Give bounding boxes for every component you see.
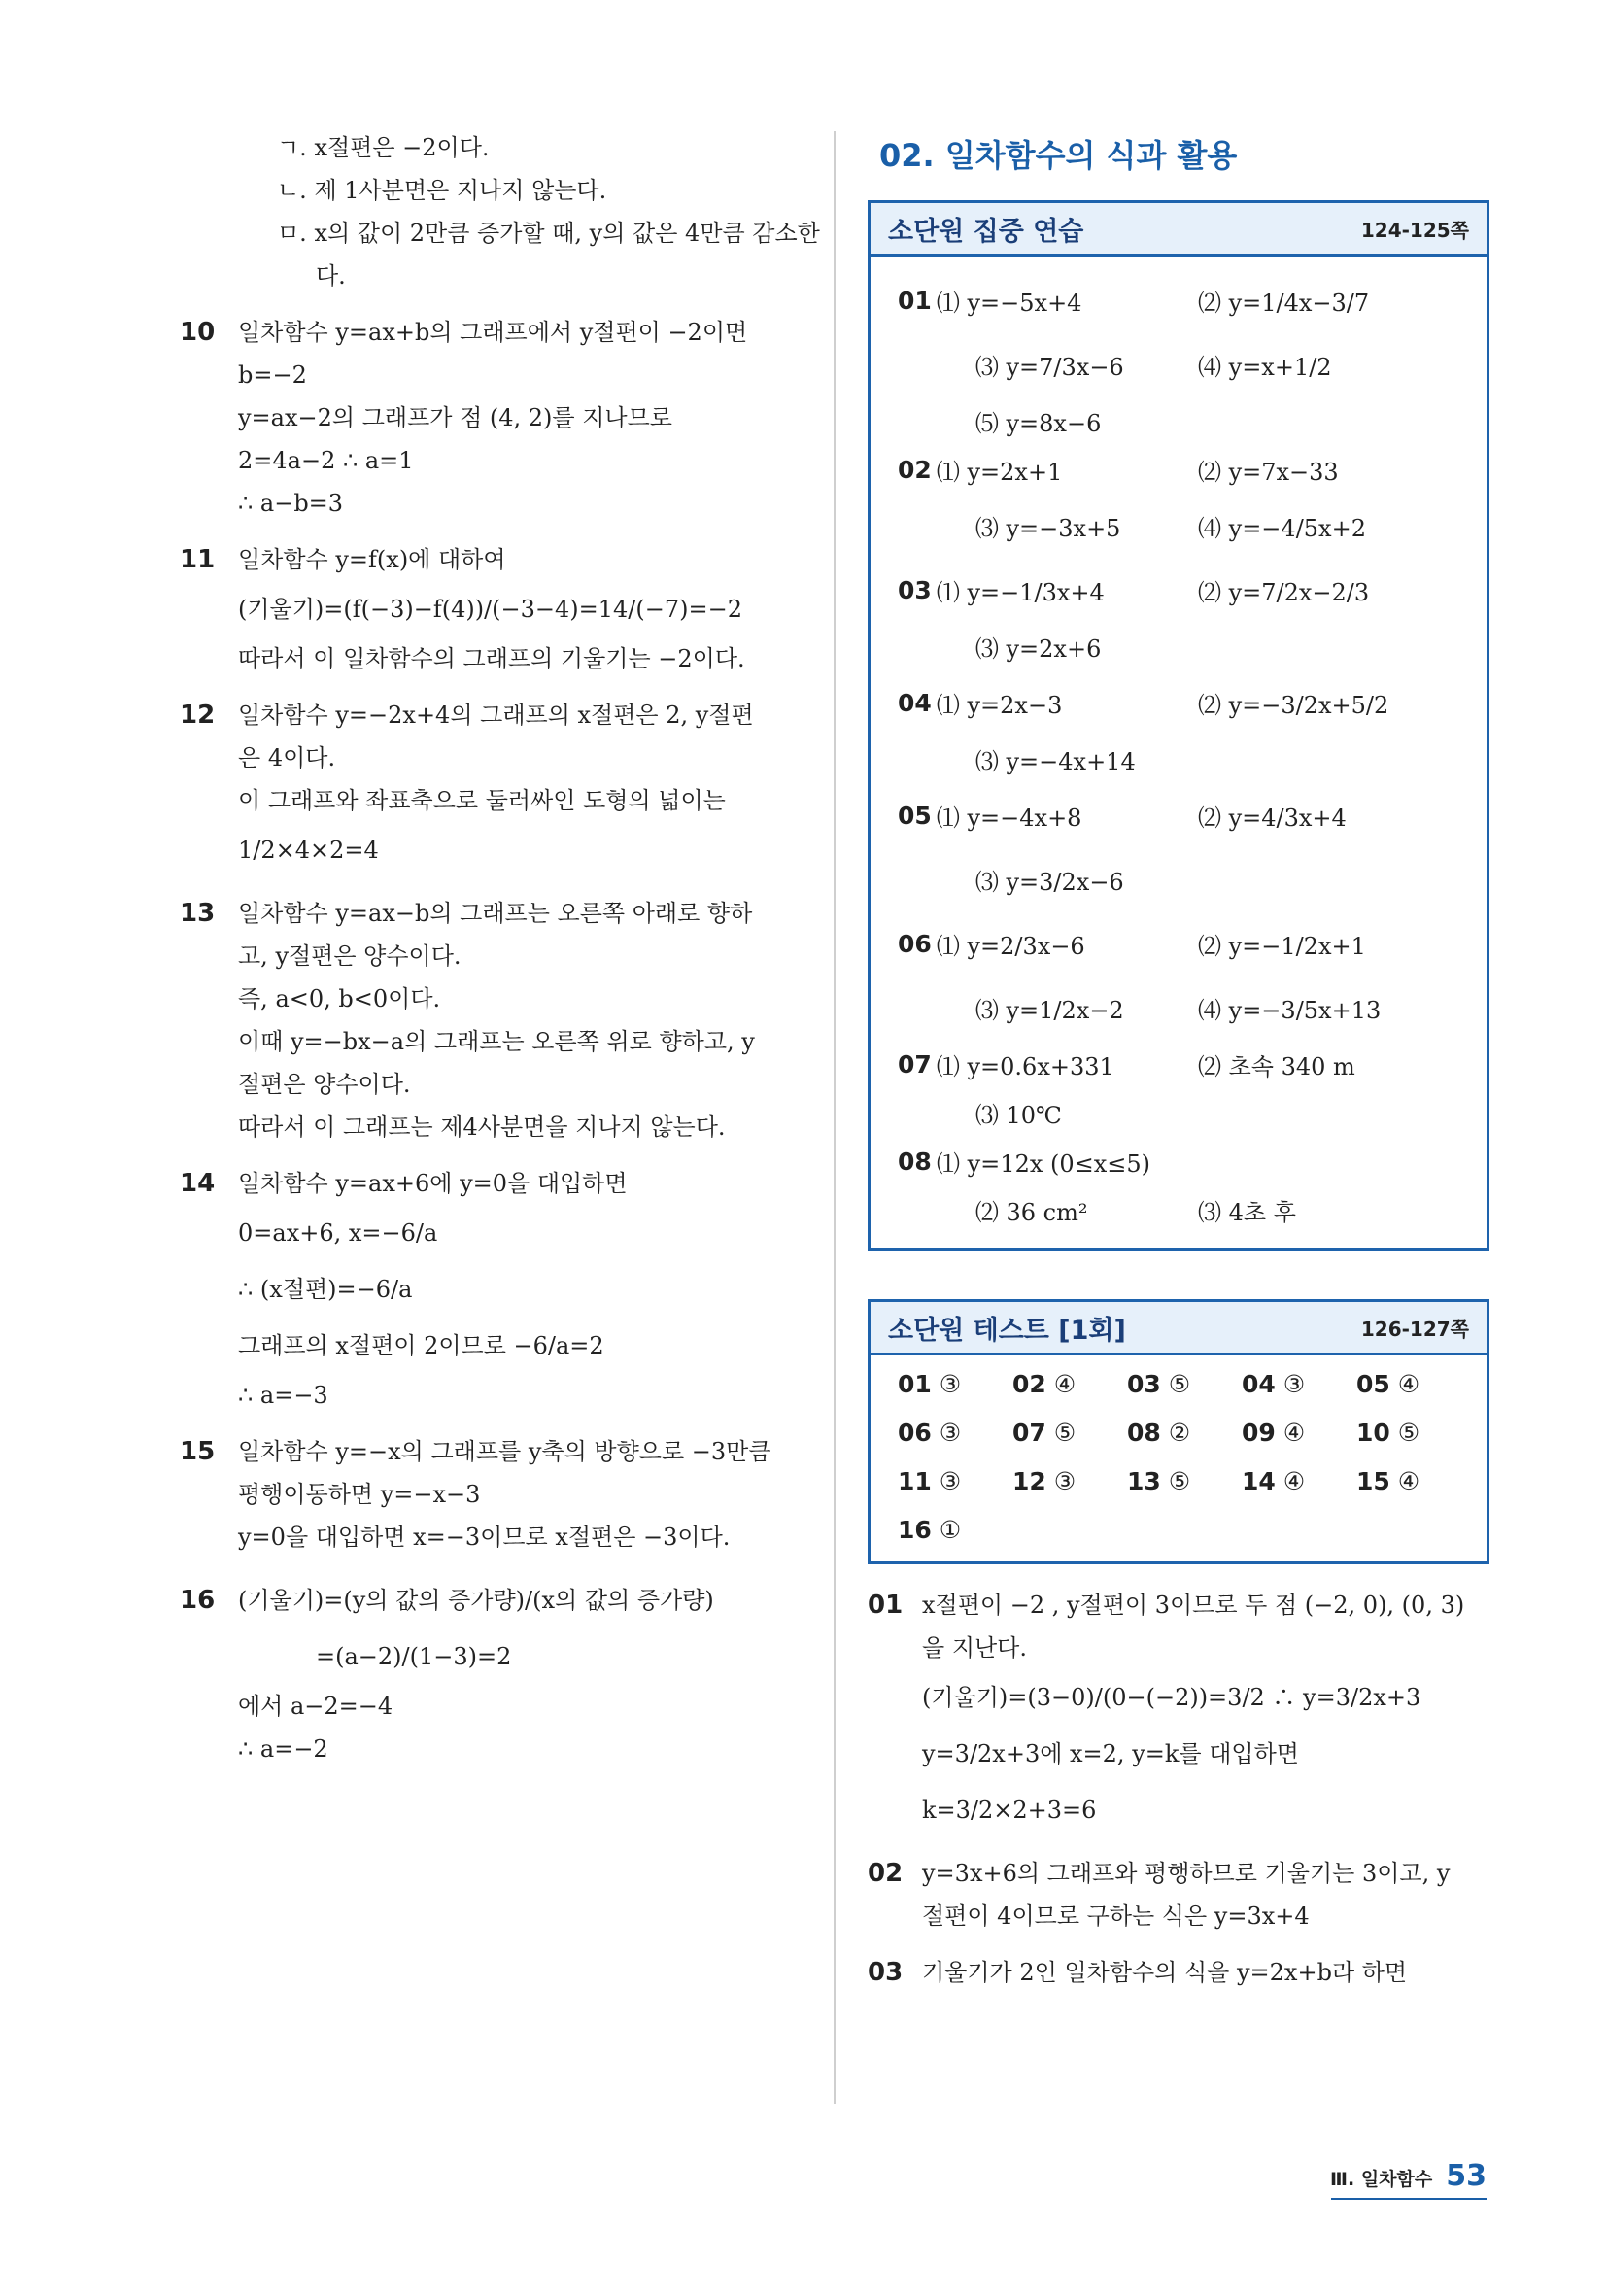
problem-11: [180, 538, 802, 680]
test-answer-box: [868, 1299, 1489, 1564]
answer-a: ⑴ y=−1/3x+4: [936, 578, 1105, 606]
text-line: x절편이 −2 , y절편이 3이므로 두 점 (−2, 0), (0, 3): [922, 1592, 1465, 1619]
mc-choice: ③: [939, 1467, 962, 1495]
text-line: 을 지난다.: [922, 1634, 1027, 1662]
box-title: 소단원 집중 연습: [888, 216, 1084, 247]
mc-number: 06: [898, 1419, 932, 1447]
explanation-01: [868, 1584, 1489, 1838]
answer-a: ⑸ y=8x−6: [974, 409, 1102, 437]
formula-line: k=3/2×2+3=6: [922, 1797, 1097, 1824]
chapter-label: Ⅲ. 일차함수: [1330, 2169, 1433, 2190]
mc-number: 02: [1012, 1370, 1046, 1398]
mc-answer: [898, 1460, 1012, 1503]
mc-answer: [1242, 1363, 1356, 1406]
text-line: 일차함수 y=−2x+4의 그래프의 x절편은 2, y절편: [238, 702, 754, 729]
mc-number: 01: [898, 1370, 932, 1398]
problem-number: 15: [180, 1437, 216, 1466]
mc-answer: [898, 1363, 1012, 1406]
answer-row: [898, 622, 1469, 670]
mc-number: 07: [1012, 1419, 1046, 1447]
text-line: b=−2: [238, 361, 307, 389]
answer-row: [898, 494, 1469, 558]
answer-a: ⑴ y=0.6x+331: [936, 1052, 1114, 1080]
mc-choice: ⑤: [1397, 1419, 1420, 1447]
text-line: 이 그래프와 좌표축으로 둘러싸인 도형의 넓이는: [238, 787, 726, 814]
problem-15: [180, 1430, 802, 1559]
answer-b: ⑷ y=x+1/2: [1198, 353, 1332, 381]
answer-b: ⑵ y=−1/2x+1: [1197, 932, 1366, 960]
formula-line: (기울기)=(3−0)/(0−(−2))=3/2 ∴ y=3/2x+3: [922, 1684, 1421, 1711]
mc-number: 15: [1356, 1467, 1390, 1495]
mc-choice: ④: [1282, 1419, 1306, 1447]
mc-number: 05: [1356, 1370, 1390, 1398]
mc-number: 10: [1356, 1419, 1390, 1447]
problem-13: [180, 892, 802, 1148]
answer-a: ⑵ 36 cm²: [974, 1198, 1088, 1226]
mc-answer: [1242, 1412, 1356, 1455]
mc-answer: [898, 1412, 1012, 1455]
answer-b: ⑵ y=1/4x−3/7: [1197, 289, 1370, 317]
text-line: ㄴ. 제 1사분면은 지나지 않는다.: [277, 177, 607, 204]
mc-choice: ④: [1053, 1370, 1077, 1398]
explanation-02: [868, 1852, 1489, 1937]
mc-choice: ①: [939, 1516, 962, 1544]
answer-a: ⑴ y=12x (0≤x≤5): [937, 1149, 1151, 1178]
mc-number: 13: [1127, 1467, 1161, 1495]
mc-choice: ②: [1168, 1419, 1191, 1447]
text-line: 일차함수 y=−x의 그래프를 y축의 방향으로 −3만큼: [238, 1438, 771, 1465]
answer-number: 04: [898, 688, 932, 717]
answer-number: 02: [898, 455, 932, 484]
answer-number: 08: [898, 1147, 932, 1176]
answer-b: ⑵ 초속 340 m: [1197, 1052, 1355, 1080]
mc-answer: [898, 1509, 1012, 1552]
answer-row: [898, 268, 1469, 332]
answer-row: [898, 1040, 1469, 1088]
answer-number: 07: [898, 1049, 932, 1079]
answer-b: ⑶ 4초 후: [1198, 1198, 1296, 1226]
answer-a: ⑶ y=1/2x−2: [974, 996, 1124, 1024]
answer-b: ⑵ y=4/3x+4: [1197, 804, 1347, 832]
problem-number: 03: [868, 1958, 904, 1987]
formula-line: =(a−2)/(1−3)=2: [316, 1643, 512, 1670]
text-line: ∴ a=−2: [238, 1735, 328, 1763]
text-line: 절편이 4이므로 구하는 식은 y=3x+4: [922, 1902, 1310, 1930]
problem-16: [180, 1572, 802, 1770]
answer-a: ⑶ y=−3x+5: [974, 514, 1121, 542]
mc-number: 16: [898, 1516, 932, 1544]
text-line: 즉, a<0, b<0이다.: [238, 985, 441, 1012]
box-title: 소단원 테스트 [1회]: [888, 1315, 1126, 1346]
mc-answer: [1012, 1363, 1127, 1406]
column-divider: [834, 131, 836, 2104]
formula-line: 1/2×4×2=4: [238, 837, 379, 864]
mc-answer: [1356, 1460, 1471, 1503]
answer-b: ⑷ y=−4/5x+2: [1198, 514, 1366, 542]
left-column: [180, 126, 820, 1770]
answer-b: ⑵ y=7x−33: [1197, 458, 1339, 486]
text-line: 고, y절편은 양수이다.: [238, 942, 462, 970]
answer-row: [898, 445, 1469, 494]
mc-answer: [1356, 1363, 1471, 1406]
answer-number: 06: [898, 929, 932, 958]
problem-12: [180, 694, 802, 878]
mc-choice: ⑤: [1168, 1467, 1191, 1495]
mc-answer: [1242, 1460, 1356, 1503]
mc-choice: ⑤: [1168, 1370, 1191, 1398]
text-line: 기울기가 2인 일차함수의 식을 y=2x+b라 하면: [922, 1959, 1408, 1986]
problem-number: 12: [180, 701, 216, 730]
answer-a: ⑶ y=2x+6: [974, 634, 1102, 663]
mc-choice: ④: [1397, 1370, 1420, 1398]
page-range: 124-125쪽: [1360, 218, 1469, 242]
mc-number: 04: [1242, 1370, 1276, 1398]
mc-choice: ③: [1282, 1370, 1306, 1398]
answer-b: ⑵ y=7/2x−2/3: [1197, 578, 1370, 606]
answer-a: ⑴ y=−5x+4: [936, 289, 1082, 317]
formula-line: 0=ax+6, x=−6/a: [238, 1219, 438, 1247]
text-line: 일차함수 y=ax+b의 그래프에서 y절편이 −2이면: [238, 319, 748, 346]
mc-choice: ③: [939, 1370, 962, 1398]
answer-row: [898, 1185, 1469, 1234]
text-line: 다.: [316, 262, 346, 290]
mc-choice: ③: [1053, 1467, 1077, 1495]
text-line: ㅁ. x의 값이 2만큼 증가할 때, y의 값은 4만큼 감소한: [277, 220, 820, 247]
box-header: [871, 203, 1487, 257]
answer-row: [898, 976, 1469, 1040]
page-range: 126-127쪽: [1360, 1317, 1469, 1341]
formula-line: 그래프의 x절편이 2이므로 −6/a=2: [238, 1332, 604, 1359]
formula-line: ∴ (x절편)=−6/a: [238, 1276, 413, 1303]
text-line: 일차함수 y=f(x)에 대하여: [238, 546, 506, 573]
text-line: ∴ a−b=3: [238, 490, 344, 517]
mc-number: 08: [1127, 1419, 1161, 1447]
mc-number: 09: [1242, 1419, 1276, 1447]
text-line: 에서 a−2=−4: [238, 1693, 393, 1720]
answer-a: ⑴ y=−4x+8: [936, 804, 1082, 832]
answer-row: [898, 1088, 1469, 1137]
text-line: 2=4a−2 ∴ a=1: [238, 447, 414, 474]
answer-row: [898, 558, 1469, 622]
section-title: 02. 일차함수의 식과 활용: [879, 137, 1238, 174]
page-number: 53: [1446, 2159, 1487, 2193]
answer-b: ⑵ y=−3/2x+5/2: [1197, 691, 1389, 719]
mc-answer: [1012, 1412, 1127, 1455]
problem-number: 01: [868, 1591, 904, 1620]
mc-answer: [1012, 1460, 1127, 1503]
text-line: 일차함수 y=ax−b의 그래프는 오른쪽 아래로 향하: [238, 900, 753, 927]
text-line: 일차함수 y=ax+6에 y=0을 대입하면: [238, 1170, 628, 1197]
mc-number: 12: [1012, 1467, 1046, 1495]
text-line: ㄱ. x절편은 −2이다.: [277, 134, 490, 161]
formula-line: (기울기)=(y의 값의 증가량)/(x의 값의 증가량): [238, 1587, 714, 1614]
problem-number: 16: [180, 1586, 216, 1615]
mc-answer: [1127, 1412, 1242, 1455]
answer-row: [898, 332, 1469, 396]
answer-number: 05: [898, 801, 932, 830]
answer-row: [898, 911, 1469, 976]
page-footer: [1330, 2159, 1487, 2193]
text-line: ∴ a=−3: [238, 1382, 328, 1409]
answer-a: ⑴ y=2x−3: [936, 691, 1063, 719]
text-line: 평행이동하면 y=−x−3: [238, 1481, 481, 1508]
problem-14: [180, 1162, 802, 1417]
problem-10: [180, 311, 802, 525]
answer-number: 03: [898, 575, 932, 604]
answer-a: ⑴ y=2x+1: [936, 458, 1063, 486]
box-body: [871, 257, 1487, 1248]
answer-a: ⑶ y=−4x+14: [974, 747, 1136, 775]
text-line: 절편은 양수이다.: [238, 1071, 411, 1098]
mc-answer: [1127, 1460, 1242, 1503]
text-line: y=ax−2의 그래프가 점 (4, 2)를 지나므로: [238, 404, 672, 431]
mc-answer: [1356, 1412, 1471, 1455]
mc-number: 11: [898, 1467, 932, 1495]
formula-line: y=3/2x+3에 x=2, y=k를 대입하면: [922, 1740, 1299, 1767]
answer-number: 01: [898, 286, 932, 315]
box-body: [871, 1355, 1487, 1561]
answer-a: ⑴ y=2/3x−6: [936, 932, 1085, 960]
answer-a: ⑶ y=3/2x−6: [974, 868, 1124, 896]
answer-row: [898, 783, 1469, 847]
answer-grid: [898, 1363, 1469, 1552]
formula-line: (기울기)=(f(−3)−f(4))/(−3−4)=14/(−7)=−2: [238, 596, 742, 623]
text-line: 은 4이다.: [238, 744, 336, 771]
practice-answer-box: [868, 200, 1489, 1251]
mc-number: 14: [1242, 1467, 1276, 1495]
answer-a: ⑶ y=7/3x−6: [974, 353, 1124, 381]
text-line: y=3x+6의 그래프와 평행하므로 기울기는 3이고, y: [922, 1860, 1451, 1887]
problem-number: 02: [868, 1859, 904, 1888]
text-line: 따라서 이 그래프는 제4사분면을 지나지 않는다.: [238, 1114, 726, 1141]
problem-number: 11: [180, 545, 216, 574]
explanation-03: [868, 1951, 1489, 1994]
answer-row: [898, 1137, 1469, 1185]
answer-a: ⑶ 10℃: [974, 1101, 1062, 1129]
answer-row: [898, 735, 1469, 783]
text-line: 이때 y=−bx−a의 그래프는 오른쪽 위로 향하고, y: [238, 1028, 755, 1055]
problem-number: 10: [180, 318, 216, 347]
box-header: [871, 1302, 1487, 1355]
answer-row: [898, 847, 1469, 911]
answer-b: ⑷ y=−3/5x+13: [1198, 996, 1382, 1024]
mc-choice: ④: [1282, 1467, 1306, 1495]
mc-choice: ③: [939, 1419, 962, 1447]
mc-choice: ④: [1397, 1467, 1420, 1495]
mc-choice: ⑤: [1053, 1419, 1077, 1447]
text-line: 따라서 이 일차함수의 그래프의 기울기는 −2이다.: [238, 645, 745, 672]
answer-row: [898, 396, 1469, 445]
mc-answer: [1127, 1363, 1242, 1406]
text-line: y=0을 대입하면 x=−3이므로 x절편은 −3이다.: [238, 1524, 731, 1551]
footer-rule: [1331, 2198, 1487, 2200]
right-column: [868, 126, 1489, 1994]
problem-number: 13: [180, 899, 216, 928]
mc-number: 03: [1127, 1370, 1161, 1398]
problem-number: 14: [180, 1169, 216, 1198]
answer-row: [898, 670, 1469, 735]
